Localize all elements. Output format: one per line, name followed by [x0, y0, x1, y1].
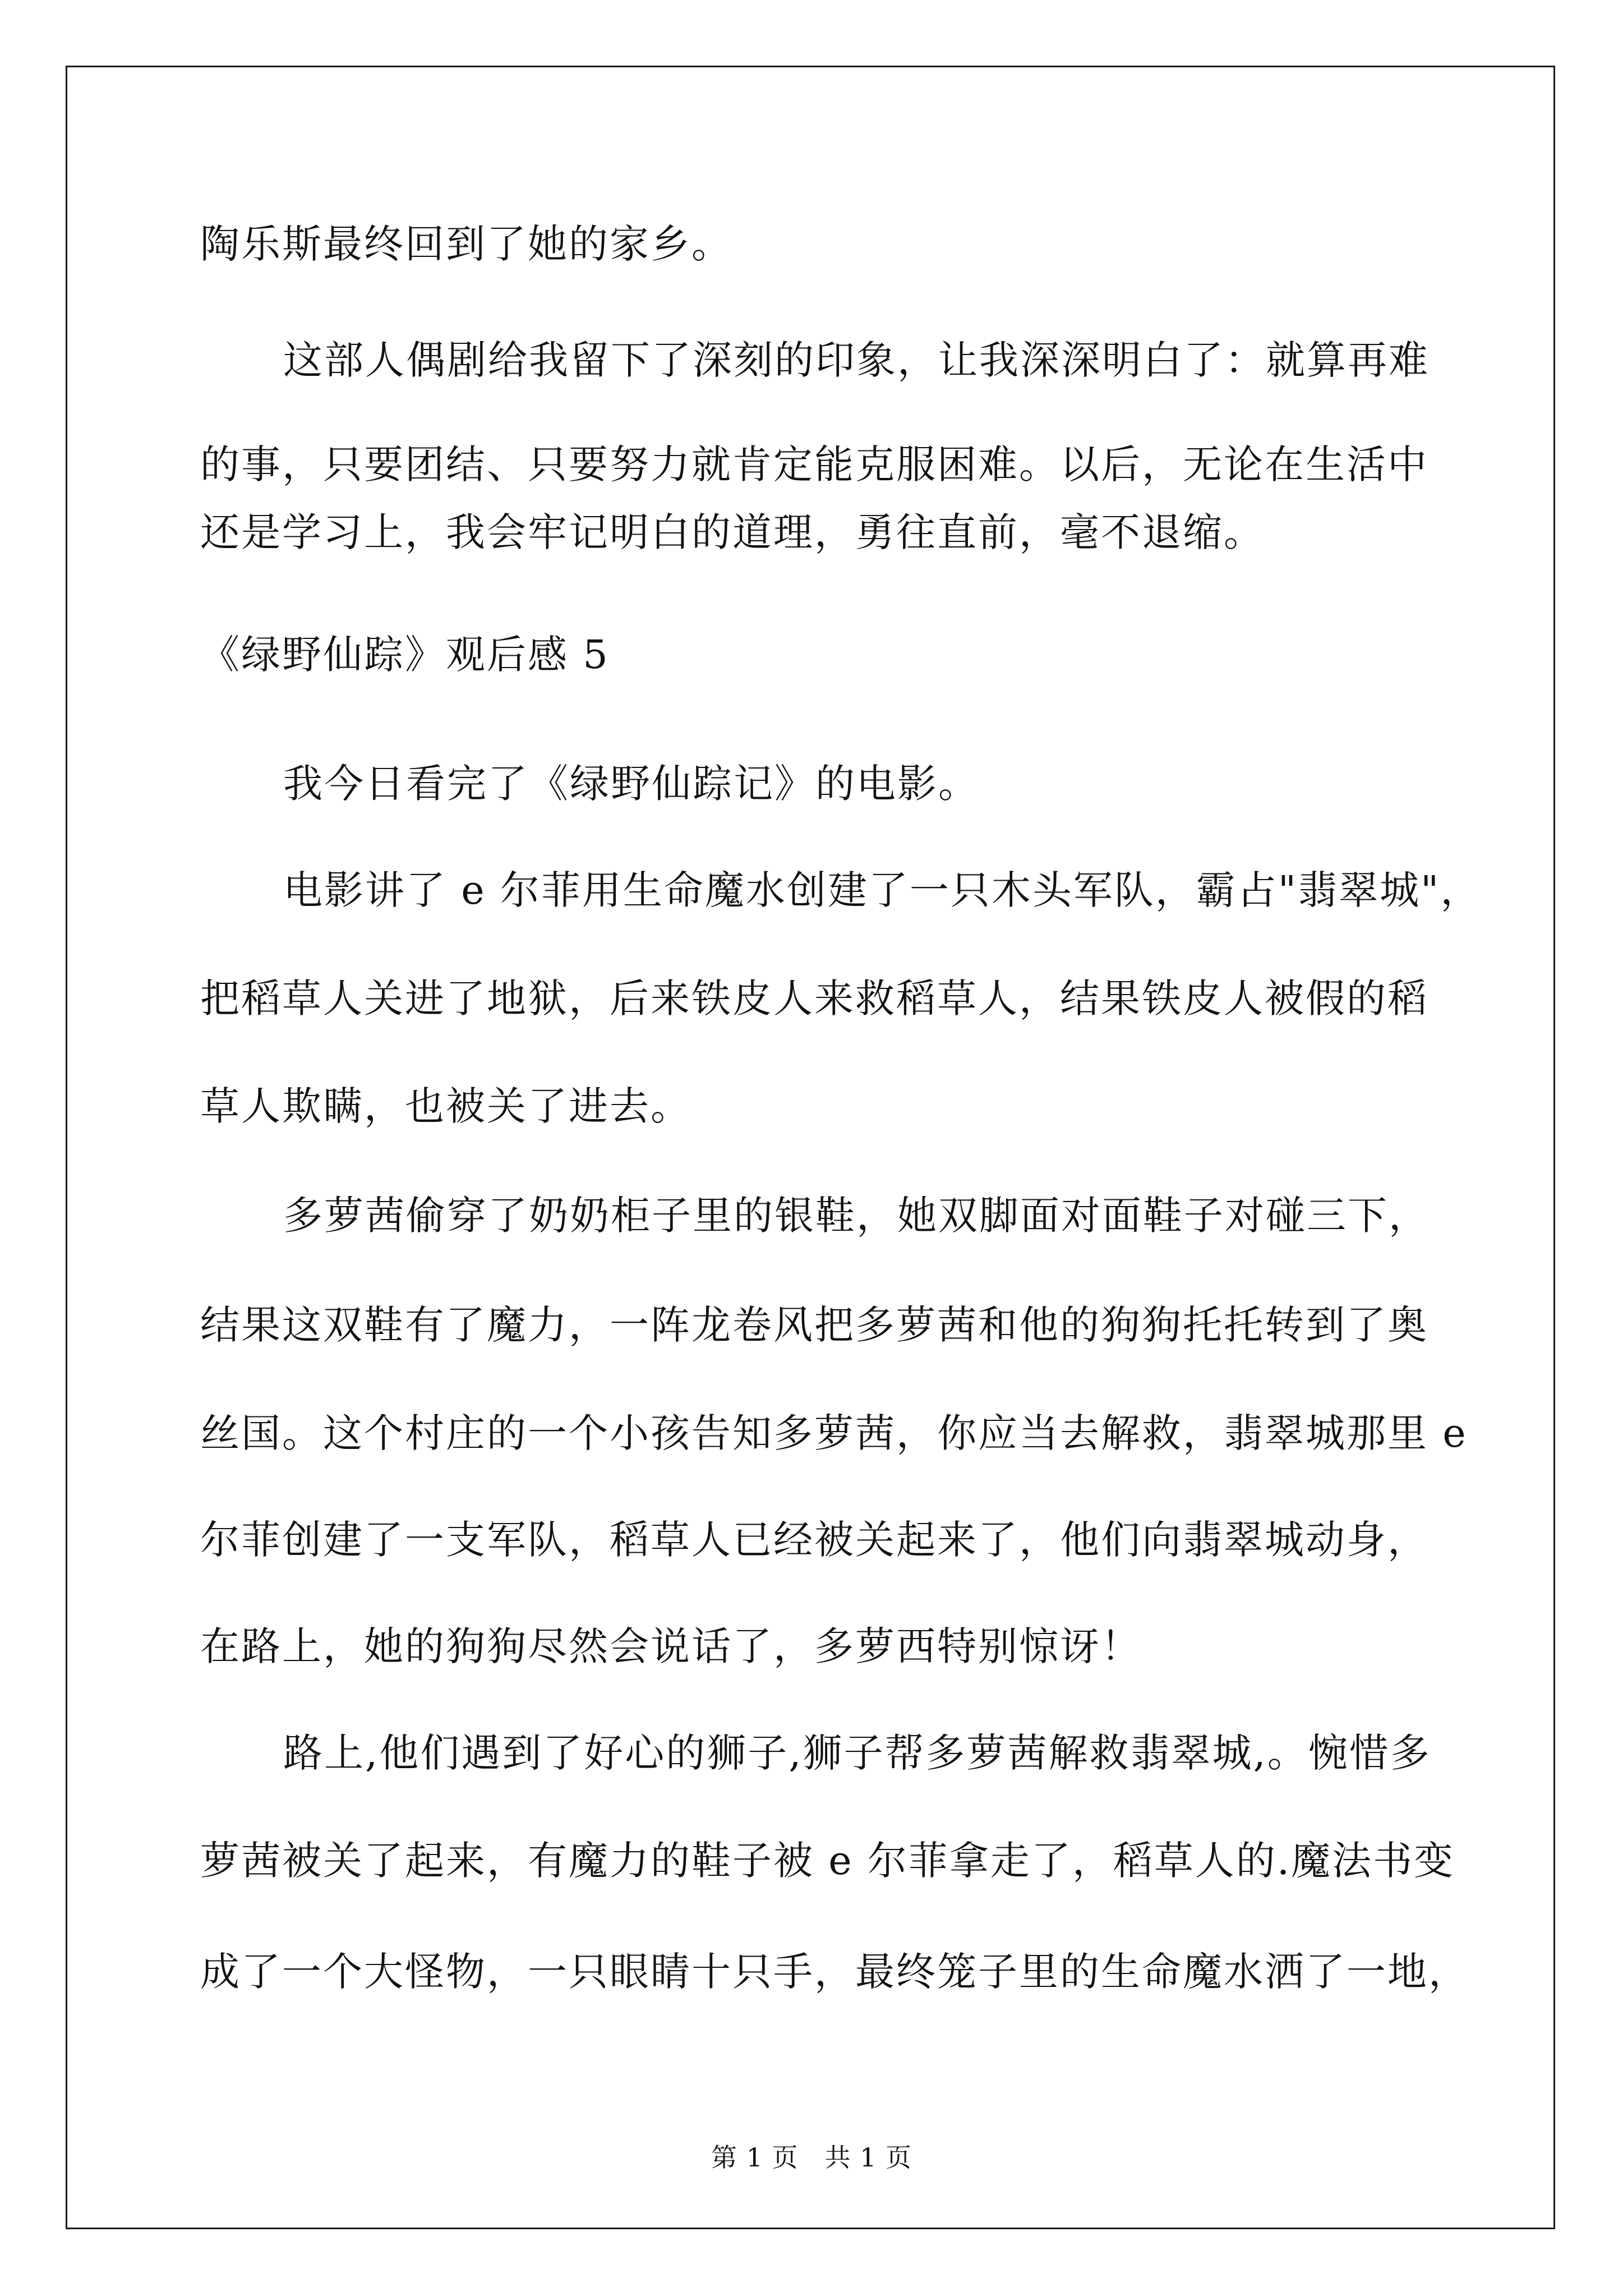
page-number-footer: 第 1 页 共 1 页	[711, 2142, 912, 2173]
text-line: 萝茜被关了起来，有魔力的鞋子被 e 尔菲拿走了，稻草人的.魔法书变	[200, 1838, 1455, 1884]
text-line: 多萝茜偷穿了奶奶柜子里的银鞋，她双脚面对面鞋子对碰三下，	[283, 1193, 1430, 1239]
text-line: 草人欺瞒，也被关了进去。	[200, 1083, 691, 1129]
text-line: 还是学习上，我会牢记明白的道理，勇往直前，毫不退缩。	[200, 509, 1265, 555]
text-line: 结果这双鞋有了魔力，一阵龙卷风把多萝茜和他的狗狗托托转到了奥	[200, 1302, 1428, 1348]
text-line: 尔菲创建了一支军队，稻草人已经被关起来了，他们向翡翠城动身，	[200, 1517, 1428, 1563]
text-line: 的事，只要团结、只要努力就肯定能克服困难。以后，无论在生活中	[200, 441, 1428, 487]
text-line: 这部人偶剧给我留下了深刻的印象，让我深深明白了：就算再难	[283, 337, 1430, 383]
text-line: 在路上，她的狗狗尽然会说话了，多萝西特别惊讶！	[200, 1623, 1142, 1669]
text-line: 丝国。这个村庄的一个小孩告知多萝茜，你应当去解救，翡翠城那里 e	[200, 1410, 1468, 1456]
text-line: 我今日看完了《绿野仙踪记》的电影。	[283, 761, 979, 807]
page-border	[66, 66, 1555, 2229]
text-line: 陶乐斯最终回到了她的家乡。	[200, 221, 732, 267]
text-line: 电影讲了 e 尔菲用生命魔水创建了一只木头军队，霸占"翡翠城"，	[283, 867, 1482, 913]
text-line: 成了一个大怪物，一只眼睛十只手，最终笼子里的生命魔水洒了一地，	[200, 1949, 1469, 1995]
text-line: 把稻草人关进了地狱，后来铁皮人来救稻草人，结果铁皮人被假的稻	[200, 976, 1428, 1022]
text-line: 路上,他们遇到了好心的狮子,狮子帮多萝茜解救翡翠城,。惋惜多	[283, 1730, 1431, 1776]
section-heading: 《绿野仙踪》观后感 5	[200, 632, 610, 678]
